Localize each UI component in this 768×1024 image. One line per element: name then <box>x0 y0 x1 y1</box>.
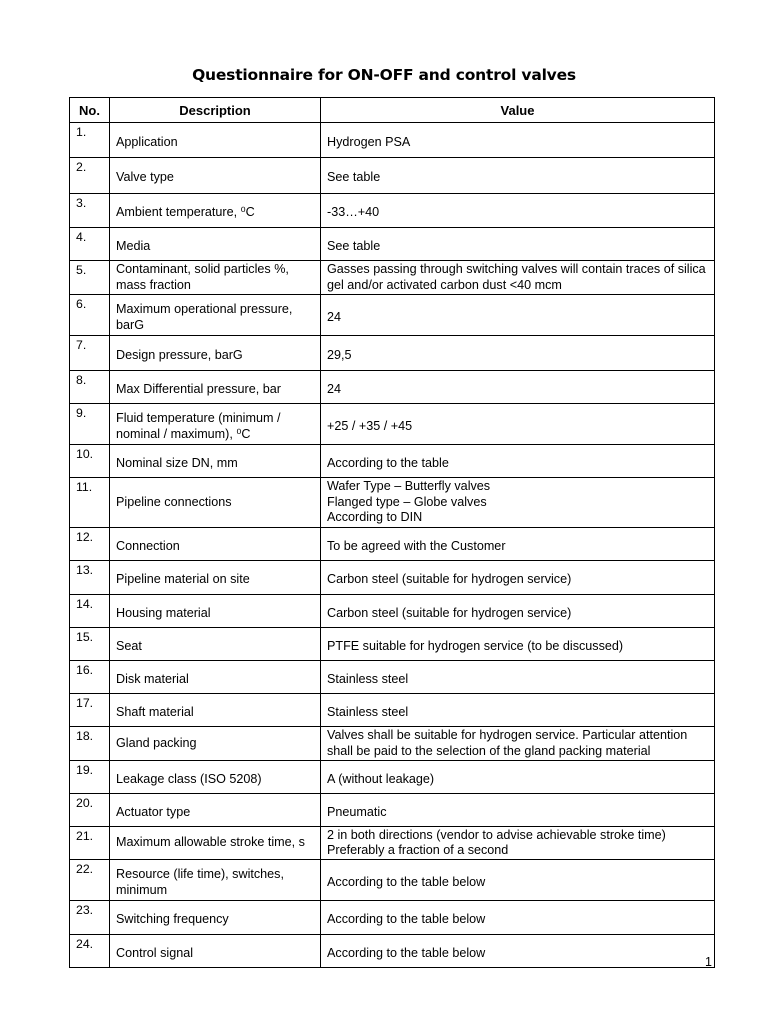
row-value <box>321 901 715 935</box>
row-value <box>321 445 715 478</box>
row-value-line: -33…+40 <box>327 205 380 220</box>
row-description: Maximum operational pressure, barG <box>110 295 321 336</box>
table-row <box>70 628 715 661</box>
row-number: 3. <box>70 194 110 228</box>
row-description: Resource (life time), switches, minimum <box>110 860 321 901</box>
row-number: 16. <box>70 661 110 694</box>
row-number: 4. <box>70 228 110 261</box>
table-row <box>70 727 715 761</box>
row-description: Design pressure, barG <box>110 336 321 371</box>
row-value-line: According to the table below <box>327 945 486 960</box>
table-row <box>70 901 715 935</box>
table-row <box>70 595 715 628</box>
row-value <box>321 794 715 827</box>
row-value-line: 2 in both directions (vendor to advise achievable stroke time) <box>327 827 666 842</box>
table-row <box>70 228 715 261</box>
row-number: 19. <box>70 761 110 794</box>
row-value <box>321 123 715 158</box>
row-value-line: According to the table <box>327 455 449 470</box>
row-value-line: According to the table below <box>327 874 486 889</box>
row-description: Valve type <box>110 158 321 194</box>
row-value-line: Carbon steel (suitable for hydrogen service) <box>327 605 572 620</box>
row-description: Control signal <box>110 935 321 968</box>
header-no: No. <box>70 98 110 123</box>
row-value-line: 29,5 <box>327 347 352 362</box>
row-number: 5. <box>70 261 110 295</box>
row-value <box>321 935 715 968</box>
table-row <box>70 561 715 595</box>
row-description: Connection <box>110 528 321 561</box>
row-number: 10. <box>70 445 110 478</box>
row-value <box>321 561 715 595</box>
row-value <box>321 158 715 194</box>
row-description: Housing material <box>110 595 321 628</box>
row-number: 14. <box>70 595 110 628</box>
row-value <box>321 628 715 661</box>
table-row <box>70 528 715 561</box>
row-value-line: Wafer Type – Butterfly valves <box>327 479 491 494</box>
row-number: 8. <box>70 371 110 404</box>
row-number: 9. <box>70 404 110 445</box>
row-value <box>321 371 715 404</box>
table-body <box>70 123 715 968</box>
table-row <box>70 860 715 901</box>
table-row <box>70 694 715 727</box>
row-value <box>321 261 715 295</box>
row-description: Contaminant, solid particles %, mass fraction <box>110 261 321 295</box>
row-value <box>321 761 715 794</box>
row-value-line: 24 <box>327 381 342 396</box>
row-value-line: Carbon steel (suitable for hydrogen service) <box>327 572 572 587</box>
row-value <box>321 295 715 336</box>
row-value-line: See table <box>327 170 381 185</box>
table-row <box>70 794 715 827</box>
row-description: Media <box>110 228 321 261</box>
row-number: 6. <box>70 295 110 336</box>
row-value-line: See table <box>327 238 381 253</box>
row-value-line: Hydrogen PSA <box>327 134 411 149</box>
row-value-line: A (without leakage) <box>327 771 435 786</box>
row-description: Pipeline connections <box>110 478 321 528</box>
row-number: 22. <box>70 860 110 901</box>
row-description: Maximum allowable stroke time, s <box>110 827 321 860</box>
row-description: Disk material <box>110 661 321 694</box>
row-number: 24. <box>70 935 110 968</box>
row-value <box>321 595 715 628</box>
row-number: 13. <box>70 561 110 595</box>
header-description: Description <box>110 98 321 123</box>
table-row <box>70 123 715 158</box>
row-value <box>321 528 715 561</box>
row-description: Ambient temperature, ⁰C <box>110 194 321 228</box>
row-value-line: Valves shall be suitable for hydrogen service. Particular attention shall be paid to the selection of the gland packing material <box>327 728 688 758</box>
row-value <box>321 860 715 901</box>
row-description: Shaft material <box>110 694 321 727</box>
row-description: Seat <box>110 628 321 661</box>
table-row <box>70 827 715 860</box>
row-value-line: Stainless steel <box>327 671 409 686</box>
table-row <box>70 371 715 404</box>
row-value <box>321 336 715 371</box>
row-value-line: According to the table below <box>327 912 486 927</box>
row-description: Actuator type <box>110 794 321 827</box>
table-row <box>70 194 715 228</box>
row-value-line: According to DIN <box>327 510 423 525</box>
table-row <box>70 761 715 794</box>
row-number: 12. <box>70 528 110 561</box>
table-header-row <box>70 98 715 123</box>
table-row <box>70 445 715 478</box>
table-row <box>70 336 715 371</box>
row-number: 1. <box>70 123 110 158</box>
row-description: Max Differential pressure, bar <box>110 371 321 404</box>
table-row <box>70 158 715 194</box>
row-description: Pipeline material on site <box>110 561 321 595</box>
row-value <box>321 194 715 228</box>
row-number: 11. <box>70 478 110 528</box>
row-value-line: Preferably a fraction of a second <box>327 843 509 857</box>
header-value: Value <box>321 98 715 123</box>
row-number: 7. <box>70 336 110 371</box>
questionnaire-table <box>69 97 715 968</box>
row-description: Gland packing <box>110 727 321 761</box>
row-value-line: To be agreed with the Customer <box>327 538 506 553</box>
row-description: Switching frequency <box>110 901 321 935</box>
row-number: 23. <box>70 901 110 935</box>
row-number: 17. <box>70 694 110 727</box>
page-number: 1 <box>705 955 712 969</box>
row-value <box>321 661 715 694</box>
row-value-line: +25 / +35 / +45 <box>327 418 413 433</box>
table-row <box>70 404 715 445</box>
row-description: Fluid temperature (minimum / nominal / maximum), ⁰C <box>110 404 321 445</box>
row-value <box>321 827 715 860</box>
table-row <box>70 295 715 336</box>
row-value-line: Flanged type – Globe valves <box>327 494 487 509</box>
row-number: 21. <box>70 827 110 860</box>
row-description: Nominal size DN, mm <box>110 445 321 478</box>
table-row <box>70 935 715 968</box>
row-value <box>321 727 715 761</box>
row-value-line: PTFE suitable for hydrogen service (to be discussed) <box>327 638 624 653</box>
table-row <box>70 661 715 694</box>
row-value-line: Gasses passing through switching valves will contain traces of silica gel and/or activated carbon dust <40 mcm <box>327 262 706 292</box>
row-number: 20. <box>70 794 110 827</box>
document-title: Questionnaire for ON-OFF and control valves <box>192 66 576 84</box>
row-value <box>321 228 715 261</box>
row-value-line: Stainless steel <box>327 704 409 719</box>
row-value <box>321 694 715 727</box>
table-row <box>70 478 715 528</box>
row-number: 15. <box>70 628 110 661</box>
row-value <box>321 404 715 445</box>
row-description: Application <box>110 123 321 158</box>
table-row <box>70 261 715 295</box>
row-number: 2. <box>70 158 110 194</box>
row-number: 18. <box>70 727 110 761</box>
row-value-line: 24 <box>327 309 342 324</box>
row-value <box>321 478 715 528</box>
row-value-line: Pneumatic <box>327 804 387 819</box>
row-description: Leakage class (ISO 5208) <box>110 761 321 794</box>
